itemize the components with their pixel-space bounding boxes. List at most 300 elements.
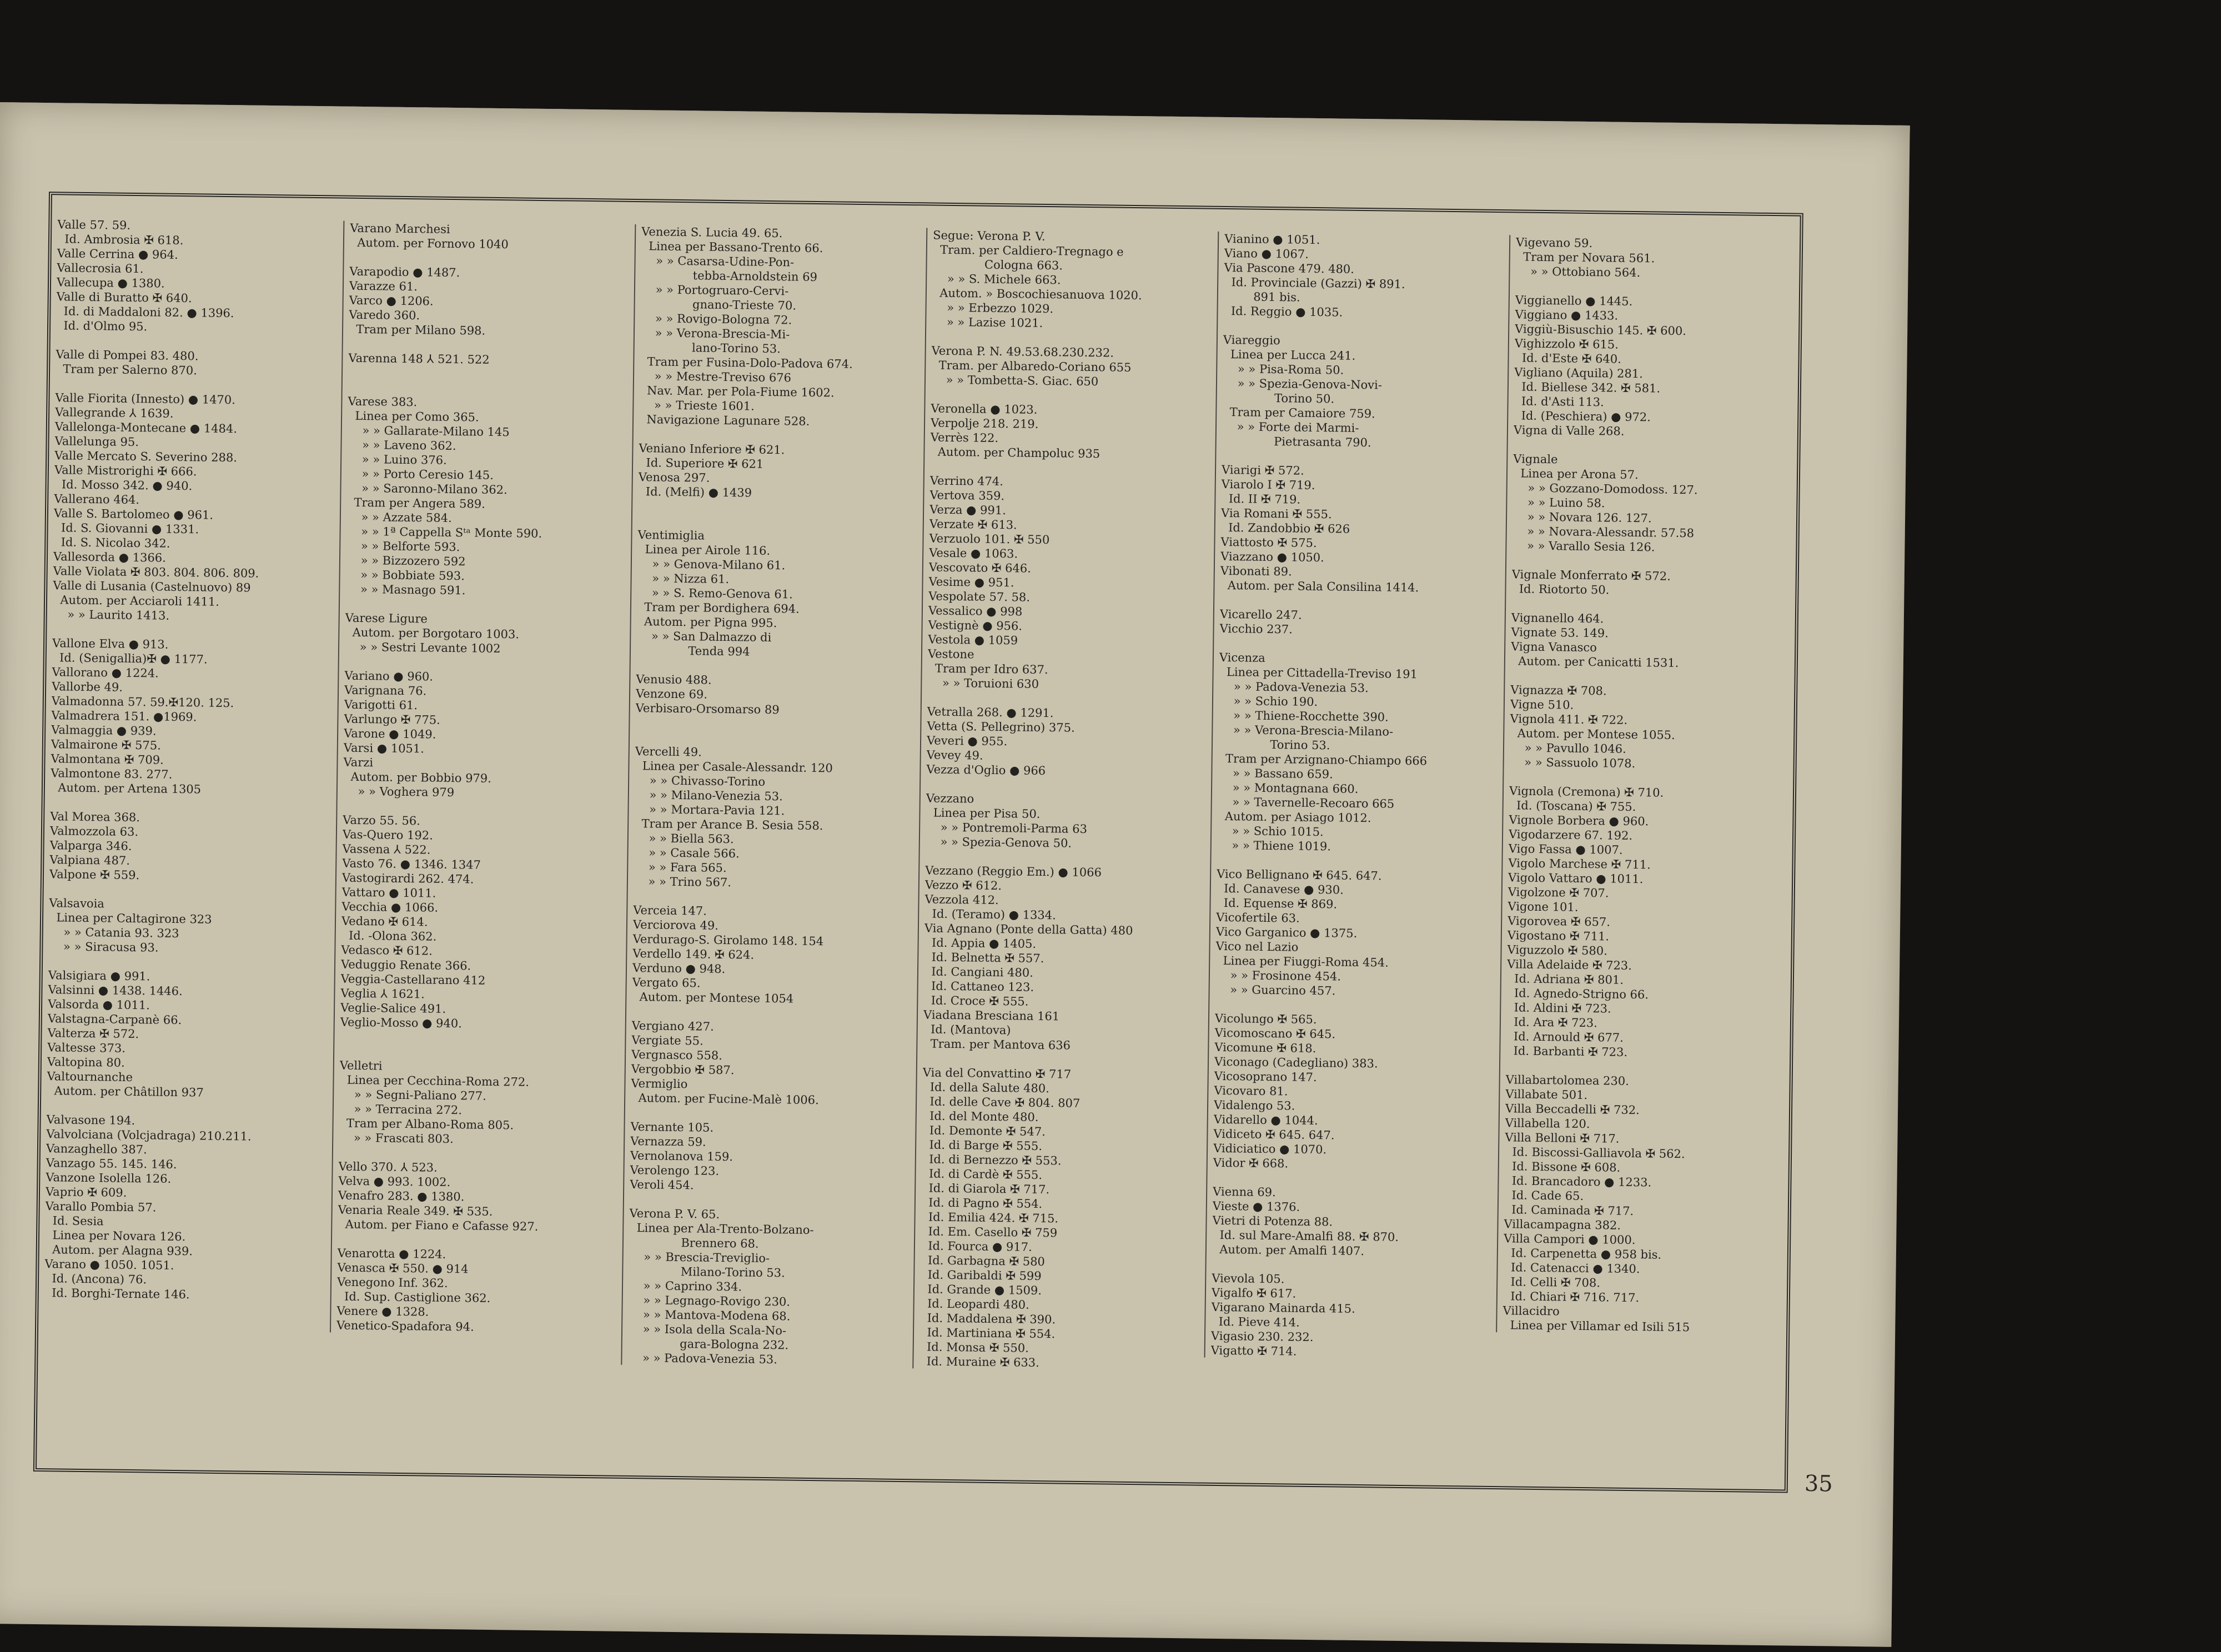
- index-entry: Id. S. Giovanni ● 1331.: [53, 521, 199, 536]
- index-entry: » » S. Remo-Genova 61.: [637, 586, 793, 601]
- index-entry: Verbisaro-Orsomarso 89: [635, 701, 780, 717]
- index-entry: Id. Martiniana ✠ 554.: [919, 1325, 1056, 1341]
- index-entry: Villa Campori ● 1000.: [1504, 1232, 1636, 1247]
- index-entry: Tram. per Mantova 636: [923, 1037, 1071, 1052]
- index-entry: » » Caprino 334.: [628, 1278, 742, 1294]
- index-entry: Vicolungo ✠ 565.: [1214, 1011, 1317, 1027]
- index-entry: Linea per Villamar ed Isili 515: [1503, 1318, 1690, 1334]
- index-entry: Vallorano ● 1224.: [52, 665, 159, 680]
- index-entry: Verdurago-S. Girolamo 148. 154: [632, 932, 824, 948]
- index-entry: Valsinni ● 1438. 1446.: [48, 983, 183, 998]
- index-entry: Vicovaro 81.: [1214, 1083, 1288, 1098]
- index-entry: Viguzzolo ✠ 580.: [1507, 943, 1608, 958]
- index-entry: Vecchia ● 1066.: [341, 900, 439, 915]
- index-entry: Id. Catenacci ● 1340.: [1503, 1261, 1640, 1276]
- index-entry: Varano Marchesi: [350, 221, 450, 236]
- index-entry: Id. d'Olmo 95.: [56, 319, 148, 334]
- index-entry: Vesale ● 1063.: [929, 546, 1018, 561]
- index-entry: Vidiceto ✠ 645. 647.: [1213, 1127, 1335, 1142]
- index-entry: Valvolciana (Volcjadraga) 210.211.: [46, 1127, 252, 1143]
- index-entry: » » Sassuolo 1078.: [1509, 755, 1636, 771]
- index-entry: Viareggio: [1223, 333, 1280, 348]
- index-entry: Varenna 148 ⅄ 521. 522: [348, 351, 490, 366]
- index-entry: Valle Mistrorighi ✠ 666.: [54, 463, 197, 479]
- index-entry: Linea per Arona 57.: [1513, 466, 1639, 482]
- index-entry: Vercelli 49.: [635, 745, 702, 759]
- index-entry: Pietrasanta 790.: [1222, 434, 1371, 450]
- index-entry: » » Milano-Venezia 53.: [634, 788, 783, 804]
- index-entry: Valmadonna 57. 59.✠120. 125.: [51, 694, 234, 710]
- index-entry: » » Azzate 584.: [346, 510, 452, 525]
- index-entry: » » Chivasso-Torino: [635, 774, 766, 789]
- index-entry: » » Saronno-Milano 362.: [346, 481, 507, 497]
- index-entry: Vigne 510.: [1510, 697, 1574, 712]
- index-entry: Vignale Monferrato ✠ 572.: [1511, 568, 1671, 583]
- index-entry: Id. Barbanti ✠ 723.: [1506, 1044, 1628, 1059]
- index-entry: Valsorda ● 1011.: [48, 997, 150, 1012]
- index-entry: Autom. per Pigna 995.: [636, 615, 777, 630]
- index-entry: Verona P. N. 49.53.68.230.232.: [931, 344, 1114, 360]
- index-entry: Vighizzolo ✠ 615.: [1514, 337, 1619, 352]
- index-entry: Tram. per Caldiero-Tregnago e: [932, 243, 1124, 259]
- index-entry: Tram per Milano 598.: [348, 322, 486, 338]
- index-entry: Valmontone 83. 277.: [51, 766, 173, 781]
- index-entry: Via Romani ✠ 555.: [1220, 506, 1332, 521]
- index-entry: Valle di Buratto ✠ 640.: [56, 290, 192, 305]
- index-entry: Vaprio ✠ 609.: [45, 1185, 127, 1199]
- index-entry: Venzone 69.: [635, 687, 708, 701]
- index-entry: Tram per Albano-Roma 805.: [339, 1116, 514, 1132]
- index-entry: Varlungo ✠ 775.: [344, 712, 440, 727]
- index-entry: Vernolanova 159.: [630, 1149, 733, 1164]
- index-entry: Autom. per Sala Consilina 1414.: [1220, 578, 1419, 595]
- index-entry: Vignazza ✠ 708.: [1510, 683, 1607, 698]
- index-entry: Vigodarzere 67. 192.: [1508, 827, 1633, 843]
- index-entry: Autom. per Acciaroli 1411.: [52, 593, 219, 609]
- index-entry: » » Padova-Venezia 53.: [627, 1350, 778, 1367]
- index-entry: Vigolo Marchese ✠ 711.: [1508, 856, 1651, 872]
- index-entry: Milano-Torino 53.: [629, 1264, 785, 1280]
- index-entry: » » Siracusa 93.: [48, 940, 159, 955]
- index-entry: Vallerano 464.: [54, 492, 140, 507]
- index-entry: Valtournanche: [47, 1069, 133, 1084]
- index-entry: Vico nel Lazio: [1215, 939, 1299, 954]
- index-entry: Vicenza: [1219, 650, 1265, 665]
- index-entry: Vezzano: [926, 791, 974, 806]
- index-entry: Autom. per Montese 1054: [632, 990, 794, 1006]
- index-entry: Linea per Airole 116.: [637, 543, 771, 558]
- index-entry: Vasto 76. ● 1346. 1347: [342, 856, 481, 872]
- index-entry: Valle Mercato S. Severino 288.: [54, 449, 238, 465]
- index-entry: Verona P. V. 65.: [629, 1207, 720, 1221]
- index-entry: » » Terracina 272.: [339, 1102, 463, 1117]
- index-entry: Linea per Casale-Alessandr. 120: [635, 759, 833, 775]
- index-entry: Veglie-Salice 491.: [340, 1001, 446, 1016]
- index-entry: Id. Muraine ✠ 633.: [919, 1354, 1039, 1370]
- index-entry: » » Varallo Sesia 126.: [1512, 539, 1655, 554]
- index-entry: Veronella ● 1023.: [931, 401, 1038, 416]
- timetable-index-frame: [33, 192, 1803, 1493]
- index-entry: Valle Violata ✠ 803. 804. 806. 809.: [53, 564, 259, 580]
- index-entry: Vevey 49.: [926, 748, 983, 762]
- index-entry: Id. di Barge ✠ 555.: [922, 1138, 1043, 1153]
- index-entry: Id. Leopardi 480.: [919, 1297, 1029, 1312]
- index-entry: Vallone Elva ● 913.: [52, 636, 169, 651]
- index-entry: Viarolo I ✠ 719.: [1221, 477, 1315, 492]
- index-entry: Vidarello ● 1044.: [1213, 1112, 1318, 1128]
- index-entry: Vicomune ✠ 618.: [1214, 1040, 1316, 1056]
- index-entry: » » Casarsa-Udine-Pon-: [641, 254, 795, 269]
- index-entry: Cologna 663.: [932, 257, 1063, 273]
- index-entry: Id. delle Cave ✠ 804. 807: [922, 1094, 1081, 1110]
- index-entry: Vanzaghello 387.: [46, 1142, 147, 1157]
- index-entry: Vigatto ✠ 714.: [1210, 1343, 1297, 1358]
- index-entry: Id. di Maddaloni 82. ● 1396.: [56, 304, 234, 320]
- index-entry: Verceia 147.: [633, 903, 707, 918]
- index-entry: Vibonati 89.: [1220, 564, 1292, 579]
- index-entry: Id. di Cardè ✠ 555.: [921, 1167, 1043, 1182]
- index-entry: Vallesorda ● 1366.: [53, 550, 166, 565]
- index-entry: » » Luino 376.: [347, 452, 447, 467]
- index-entry: Via del Convattino ✠ 717: [922, 1066, 1072, 1081]
- index-entry: Vico Bellignano ✠ 645. 647.: [1217, 867, 1382, 883]
- page-number: 35: [1804, 1470, 1833, 1497]
- index-entry: Id. Bissone ✠ 608.: [1504, 1159, 1621, 1174]
- index-entry: Villa Beccadelli ✠ 732.: [1505, 1102, 1640, 1117]
- index-entry: Varese 383.: [348, 394, 418, 409]
- index-entry: Autom. per Champoluc 935: [930, 445, 1101, 461]
- index-entry: Navigazione Lagunare 528.: [639, 413, 810, 428]
- index-entry: » » Toruioni 630: [927, 676, 1039, 691]
- index-entry: Id. Cattaneo 123.: [923, 979, 1034, 994]
- index-entry: » » Sestri Levante 1002: [344, 640, 501, 656]
- index-entry: Vieste ● 1376.: [1212, 1199, 1300, 1214]
- index-entry: » » Ottobiano 564.: [1515, 264, 1641, 280]
- index-entry: Vernazza 59.: [630, 1134, 706, 1149]
- index-entry: Veglio-Mosso ● 940.: [340, 1015, 462, 1031]
- index-entry: Linea per Pisa 50.: [926, 806, 1041, 821]
- index-entry: Valstagna-Carpanè 66.: [47, 1012, 182, 1027]
- index-entry: » » Bizzozero 592: [345, 553, 466, 569]
- index-entry: Verolengo 123.: [630, 1163, 720, 1178]
- index-entry: Vallorbe 49.: [52, 680, 123, 694]
- index-entry: Venere ● 1328.: [336, 1304, 429, 1319]
- index-entry: Vanzago 55. 145. 146.: [46, 1156, 177, 1172]
- index-entry: Vanzone Isolella 126.: [46, 1171, 172, 1186]
- index-entry: Veveri ● 955.: [926, 734, 1008, 749]
- index-entry: » » Legnago-Rovigo 230.: [628, 1293, 791, 1309]
- index-entry: Venetico-Spadafora 94.: [336, 1318, 474, 1334]
- index-entry: » » Novara 126. 127.: [1512, 510, 1652, 525]
- index-entry: Id. Sup. Castiglione 362.: [336, 1289, 491, 1305]
- index-entry: Linea per Ala-Trento-Bolzano-: [629, 1221, 814, 1237]
- index-entry: Veduggio Renate 366.: [340, 957, 471, 973]
- index-entry: Valmontana ✠ 709.: [51, 752, 164, 767]
- index-entry: Venasca ✠ 550. ● 914: [337, 1261, 469, 1276]
- index-entry: Tram per Fusina-Dolo-Padova 674.: [640, 355, 853, 371]
- index-entry: » » Rovigo-Bologna 72.: [640, 312, 792, 327]
- index-entry: Vigasio 230. 232.: [1210, 1329, 1314, 1344]
- index-entry: Autom. per Borgotaro 1003.: [345, 625, 520, 641]
- index-entry: Id. di Pagno ✠ 554.: [921, 1196, 1043, 1211]
- index-entry: Vassena ⅄ 522.: [342, 842, 431, 857]
- index-entry: » » Forte dei Marmi-: [1222, 419, 1359, 435]
- index-entry: Valvasone 194.: [46, 1113, 135, 1128]
- book-page: [0, 102, 1910, 1647]
- index-entry: Vezzo ✠ 612.: [924, 878, 1002, 893]
- index-entry: Vicosoprano 147.: [1214, 1069, 1317, 1084]
- index-entry: Valmozzola 63.: [49, 824, 139, 839]
- index-entry: Autom. per Amalfi 1407.: [1212, 1242, 1365, 1258]
- index-entry: » » Pavullo 1046.: [1509, 741, 1626, 756]
- index-entry: Venezia S. Lucia 49. 65.: [641, 225, 783, 240]
- index-entry: » » Thiene 1019.: [1217, 838, 1331, 853]
- index-entry: » » San Dalmazzo di: [636, 629, 772, 645]
- index-column-5: [1204, 232, 1508, 1361]
- index-entry: Viarigi ✠ 572.: [1221, 463, 1304, 478]
- index-entry: Velva ● 993. 1002.: [338, 1174, 451, 1189]
- index-column-6: [1496, 235, 1799, 1335]
- index-entry: Varignana 76.: [344, 683, 427, 698]
- index-entry: Ventimiglia: [637, 528, 705, 543]
- index-entry: Villabate 501.: [1505, 1087, 1588, 1102]
- index-entry: lano-Torino 53.: [640, 340, 781, 356]
- index-entry: Vietri di Potenza 88.: [1212, 1213, 1333, 1229]
- index-entry: » » Mantova-Modena 68.: [628, 1307, 791, 1323]
- index-entry: » » Novara-Alessandr. 57.58: [1512, 524, 1695, 540]
- index-entry: 891 bis.: [1223, 289, 1300, 304]
- index-entry: » » Mortara-Pavia 121.: [634, 802, 785, 818]
- index-entry: Tram per Arance B. Sesia 558.: [634, 817, 823, 833]
- index-entry: » » Biella 563.: [634, 831, 734, 846]
- index-entry: » » Erbezzo 1029.: [932, 300, 1054, 316]
- index-entry: Id. Adriana ✠ 801.: [1506, 972, 1624, 987]
- index-entry: Via Agnano (Ponte della Gatta) 480: [924, 921, 1133, 938]
- index-entry: Id. (Ancona) 76.: [44, 1272, 147, 1287]
- index-entry: Tram per Arzignano-Chiampo 666: [1218, 751, 1428, 768]
- index-entry: Id. sul Mare-Amalfi 88. ✠ 870.: [1212, 1228, 1399, 1244]
- index-entry: Vigliano (Aquila) 281.: [1514, 365, 1644, 381]
- index-entry: Id. (Toscana) ✠ 755.: [1509, 799, 1636, 814]
- index-entry: Verrès 122.: [930, 430, 999, 445]
- index-entry: Id. Ara ✠ 723.: [1506, 1015, 1597, 1030]
- index-entry: Vernante 105.: [630, 1120, 714, 1134]
- index-entry: Linea per Lucca 241.: [1223, 347, 1356, 363]
- index-entry: Varazze 61.: [349, 279, 418, 294]
- index-entry: » » Tombetta-S. Giac. 650: [931, 373, 1099, 389]
- index-entry: » » Laveno 362.: [347, 438, 456, 453]
- index-entry: Valmadrera 151. ●1969.: [51, 709, 197, 724]
- index-entry: » » Gozzano-Domodoss. 127.: [1513, 481, 1698, 497]
- index-entry: Tram per Idro 637.: [927, 661, 1048, 677]
- index-entry: » » Isola della Scala-No-: [627, 1322, 787, 1338]
- index-entry: Vedasco ✠ 612.: [341, 943, 433, 958]
- index-entry: » » 1ª Cappella Sᵗᵃ Monte 590.: [346, 524, 542, 540]
- index-entry: Varsi ● 1051.: [343, 741, 425, 756]
- index-entry: Autom. per Montese 1055.: [1510, 726, 1675, 742]
- index-entry: Vigarano Mainarda 415.: [1211, 1300, 1355, 1315]
- index-entry: Viadana Bresciana 161: [923, 1008, 1060, 1023]
- index-entry: Vespolate 57. 58.: [928, 589, 1031, 604]
- index-entry: Autom. per Fiano e Cafasse 927.: [338, 1217, 539, 1233]
- index-entry: Id. Emilia 424. ✠ 715.: [921, 1210, 1059, 1226]
- index-entry: Veroli 454.: [630, 1178, 694, 1192]
- index-entry: Valtesse 373.: [47, 1041, 126, 1055]
- index-entry: Vienna 69.: [1213, 1184, 1276, 1199]
- index-entry: Vestignè ● 956.: [928, 618, 1023, 633]
- index-entry: Vezzola 412.: [924, 892, 999, 907]
- index-entry: Villacampagna 382.: [1504, 1217, 1621, 1232]
- index-entry: Villabella 120.: [1505, 1116, 1590, 1131]
- index-entry: Id. Garibaldi ✠ 599: [920, 1268, 1042, 1283]
- index-entry: Tram per Camaiore 759.: [1222, 405, 1375, 421]
- index-entry: Vigo Fassa ● 1007.: [1508, 842, 1623, 857]
- index-entry: Id. Carpenetta ● 958 bis.: [1503, 1246, 1662, 1262]
- index-entry: Veniano Inferiore ✠ 621.: [639, 441, 785, 457]
- index-entry: Varone ● 1049.: [344, 726, 436, 741]
- index-entry: » » Catania 93. 323: [48, 925, 179, 941]
- index-entry: Veggia-Castellarano 412: [340, 972, 486, 987]
- index-entry: » » Trino 567.: [633, 875, 732, 890]
- index-entry: Venusio 488.: [636, 672, 712, 687]
- index-entry: Vesime ● 951.: [928, 575, 1014, 590]
- index-entry: Verzate ✠ 613.: [929, 517, 1017, 532]
- index-entry: Verzuolo 101. ✠ 550: [929, 531, 1050, 547]
- index-entry: Id. (Melfi) ● 1439: [638, 485, 752, 500]
- index-entry: Torino 53.: [1218, 737, 1330, 752]
- index-entry: Id. (Senigallia)✠ ● 1177.: [52, 651, 208, 666]
- index-entry: Vigna di Valle 268.: [1513, 423, 1625, 438]
- index-entry: » » Belforte 593.: [346, 539, 460, 554]
- index-entry: Vello 370. ⅄ 523.: [338, 1159, 438, 1174]
- index-entry: Id. II ✠ 719.: [1221, 491, 1301, 506]
- index-entry: Id. Em. Casello ✠ 759: [921, 1224, 1058, 1240]
- index-entry: Valsavoia: [49, 896, 105, 911]
- index-entry: » » Montagnana 660.: [1217, 780, 1359, 796]
- index-entry: Id. Garbagna ✠ 580: [920, 1253, 1046, 1269]
- index-entry: Venafro 283. ● 1380.: [338, 1188, 465, 1204]
- index-entry: Id. Provinciale (Gazzi) ✠ 891.: [1224, 275, 1405, 291]
- index-entry: » » Genova-Milano 61.: [637, 557, 786, 573]
- index-entry: Verduno ● 948.: [632, 961, 726, 976]
- index-entry: Id. Cangiani 480.: [923, 965, 1034, 980]
- index-entry: Vignale: [1513, 452, 1558, 466]
- index-entry: Vicchio 237.: [1219, 621, 1293, 636]
- index-entry: Valle 57. 59.: [57, 218, 131, 232]
- index-entry: Tenda 994: [636, 644, 750, 659]
- index-entry: Id. Caminada ✠ 717.: [1504, 1203, 1634, 1218]
- index-entry: Autom. per Asiago 1012.: [1217, 809, 1371, 825]
- index-entry: Vestone: [927, 647, 974, 661]
- index-entry: Id. Ambrosia ✠ 618.: [57, 232, 184, 248]
- index-entry: Autom. per Châtillon 937: [47, 1084, 204, 1099]
- index-entry: Verciorova 49.: [632, 918, 719, 932]
- index-entry: Autom. per Fucine-Malè 1006.: [631, 1091, 819, 1107]
- index-entry: Valsigiara ● 991.: [48, 968, 150, 983]
- index-entry: » » Schio 190.: [1218, 694, 1318, 709]
- index-entry: gara-Bologna 232.: [627, 1336, 789, 1352]
- index-entry: Varapodio ● 1487.: [349, 264, 460, 280]
- index-entry: Linea per Bassano-Trento 66.: [641, 239, 823, 255]
- index-entry: Id. (Teramo) ● 1334.: [924, 907, 1056, 922]
- index-entry: Vergiate 55.: [631, 1033, 704, 1048]
- index-entry: Vigna Vanasco: [1511, 640, 1597, 655]
- index-entry: » » Portogruaro-Cervi-: [640, 283, 789, 298]
- index-entry: Valle di Lusania (Castelnuovo) 89: [53, 579, 251, 595]
- index-entry: Varese Ligure: [345, 611, 428, 626]
- index-entry: » » Lazise 1021.: [932, 315, 1043, 330]
- index-entry: Id. Biscossi-Galliavola ✠ 562.: [1504, 1145, 1685, 1161]
- index-entry: Val Morea 368.: [50, 810, 140, 825]
- index-entry: Id. Grande ● 1509.: [919, 1282, 1042, 1298]
- index-entry: Varigotti 61.: [344, 697, 418, 712]
- index-entry: Vigone 101.: [1508, 900, 1579, 914]
- index-entry: Tram per Novara 561.: [1515, 250, 1655, 265]
- index-entry: Id. Borghi-Ternate 146.: [44, 1286, 190, 1302]
- index-entry: Nav. Mar. per Pola-Fiume 1602.: [639, 384, 835, 400]
- index-column-1: [44, 217, 335, 1303]
- index-entry: Vergnasco 558.: [631, 1048, 723, 1063]
- index-entry: » » Tavernelle-Recoaro 665: [1217, 795, 1395, 811]
- index-entry: Viggiù-Bisuschio 145. ✠ 600.: [1515, 322, 1687, 338]
- index-entry: Id. Maddalena ✠ 390.: [919, 1311, 1056, 1327]
- index-entry: Vallelunga 95.: [54, 434, 139, 449]
- index-entry: Id. Monsa ✠ 550.: [919, 1340, 1029, 1355]
- index-entry: Venarotta ● 1224.: [337, 1246, 446, 1261]
- index-entry: Vianino ● 1051.: [1224, 232, 1320, 247]
- index-entry: Vidalengo 53.: [1213, 1098, 1295, 1113]
- index-entry: Id. Celli ✠ 708.: [1503, 1275, 1601, 1290]
- index-entry: Linea per Cittadella-Treviso 191: [1219, 665, 1418, 681]
- index-entry: Id. della Salute 480.: [922, 1080, 1049, 1096]
- index-entry: Veglia ⅄ 1621.: [340, 986, 425, 1001]
- index-entry: Vezzano (Reggio Em.) ● 1066: [925, 863, 1102, 880]
- index-entry: Id. (Mantova): [923, 1022, 1011, 1037]
- index-entry: tebba-Arnoldstein 69: [641, 268, 818, 284]
- index-entry: Vignate 53. 149.: [1511, 625, 1609, 640]
- index-entry: Torino 50.: [1222, 390, 1335, 406]
- index-entry: Id. Zandobbio ✠ 626: [1220, 520, 1350, 536]
- index-entry: Autom. per Artena 1305: [50, 781, 202, 796]
- index-entry: Id. Chiari ✠ 716. 717.: [1503, 1289, 1640, 1305]
- index-entry: » » Gallarate-Milano 145: [347, 423, 510, 439]
- index-entry: Id. Croce ✠ 555.: [923, 993, 1029, 1008]
- index-entry: Verrino 474.: [929, 474, 1003, 489]
- index-entry: Vicomoscano ✠ 645.: [1214, 1026, 1336, 1041]
- index-entry: Segue: Verona P. V.: [933, 228, 1046, 244]
- index-entry: » » Spezia-Genova-Novi-: [1222, 376, 1383, 392]
- index-entry: Vigalfo ✠ 617.: [1211, 1286, 1297, 1300]
- index-entry: » » Spezia-Genova 50.: [925, 835, 1072, 850]
- index-entry: Verdello 149. ✠ 624.: [632, 947, 755, 962]
- index-entry: Verza ● 991.: [929, 503, 1007, 518]
- index-entry: » » Bobbiate 593.: [345, 568, 465, 583]
- index-entry: Tram per Salerno 870.: [55, 362, 198, 378]
- index-entry: Valpone ✠ 559.: [49, 867, 140, 882]
- index-entry: » » Brescia-Treviglio-: [629, 1249, 770, 1266]
- index-entry: Linea per Como 365.: [348, 409, 479, 424]
- index-entry: Id. di Bernezzo ✠ 553.: [921, 1152, 1062, 1168]
- index-entry: Valpiana 487.: [49, 853, 130, 867]
- index-column-2: [330, 221, 633, 1336]
- index-entry: » » Schio 1015.: [1217, 824, 1324, 839]
- index-entry: Varano ● 1050. 1051.: [44, 1257, 174, 1272]
- index-entry: Valle Cerrina ● 964.: [57, 247, 178, 262]
- index-entry: Id. Sesia: [45, 1214, 104, 1228]
- index-entry: » » Frosinone 454.: [1215, 968, 1341, 983]
- index-entry: Viggiano ● 1433.: [1515, 308, 1619, 323]
- index-entry: Viattosto ✠ 575.: [1220, 535, 1317, 550]
